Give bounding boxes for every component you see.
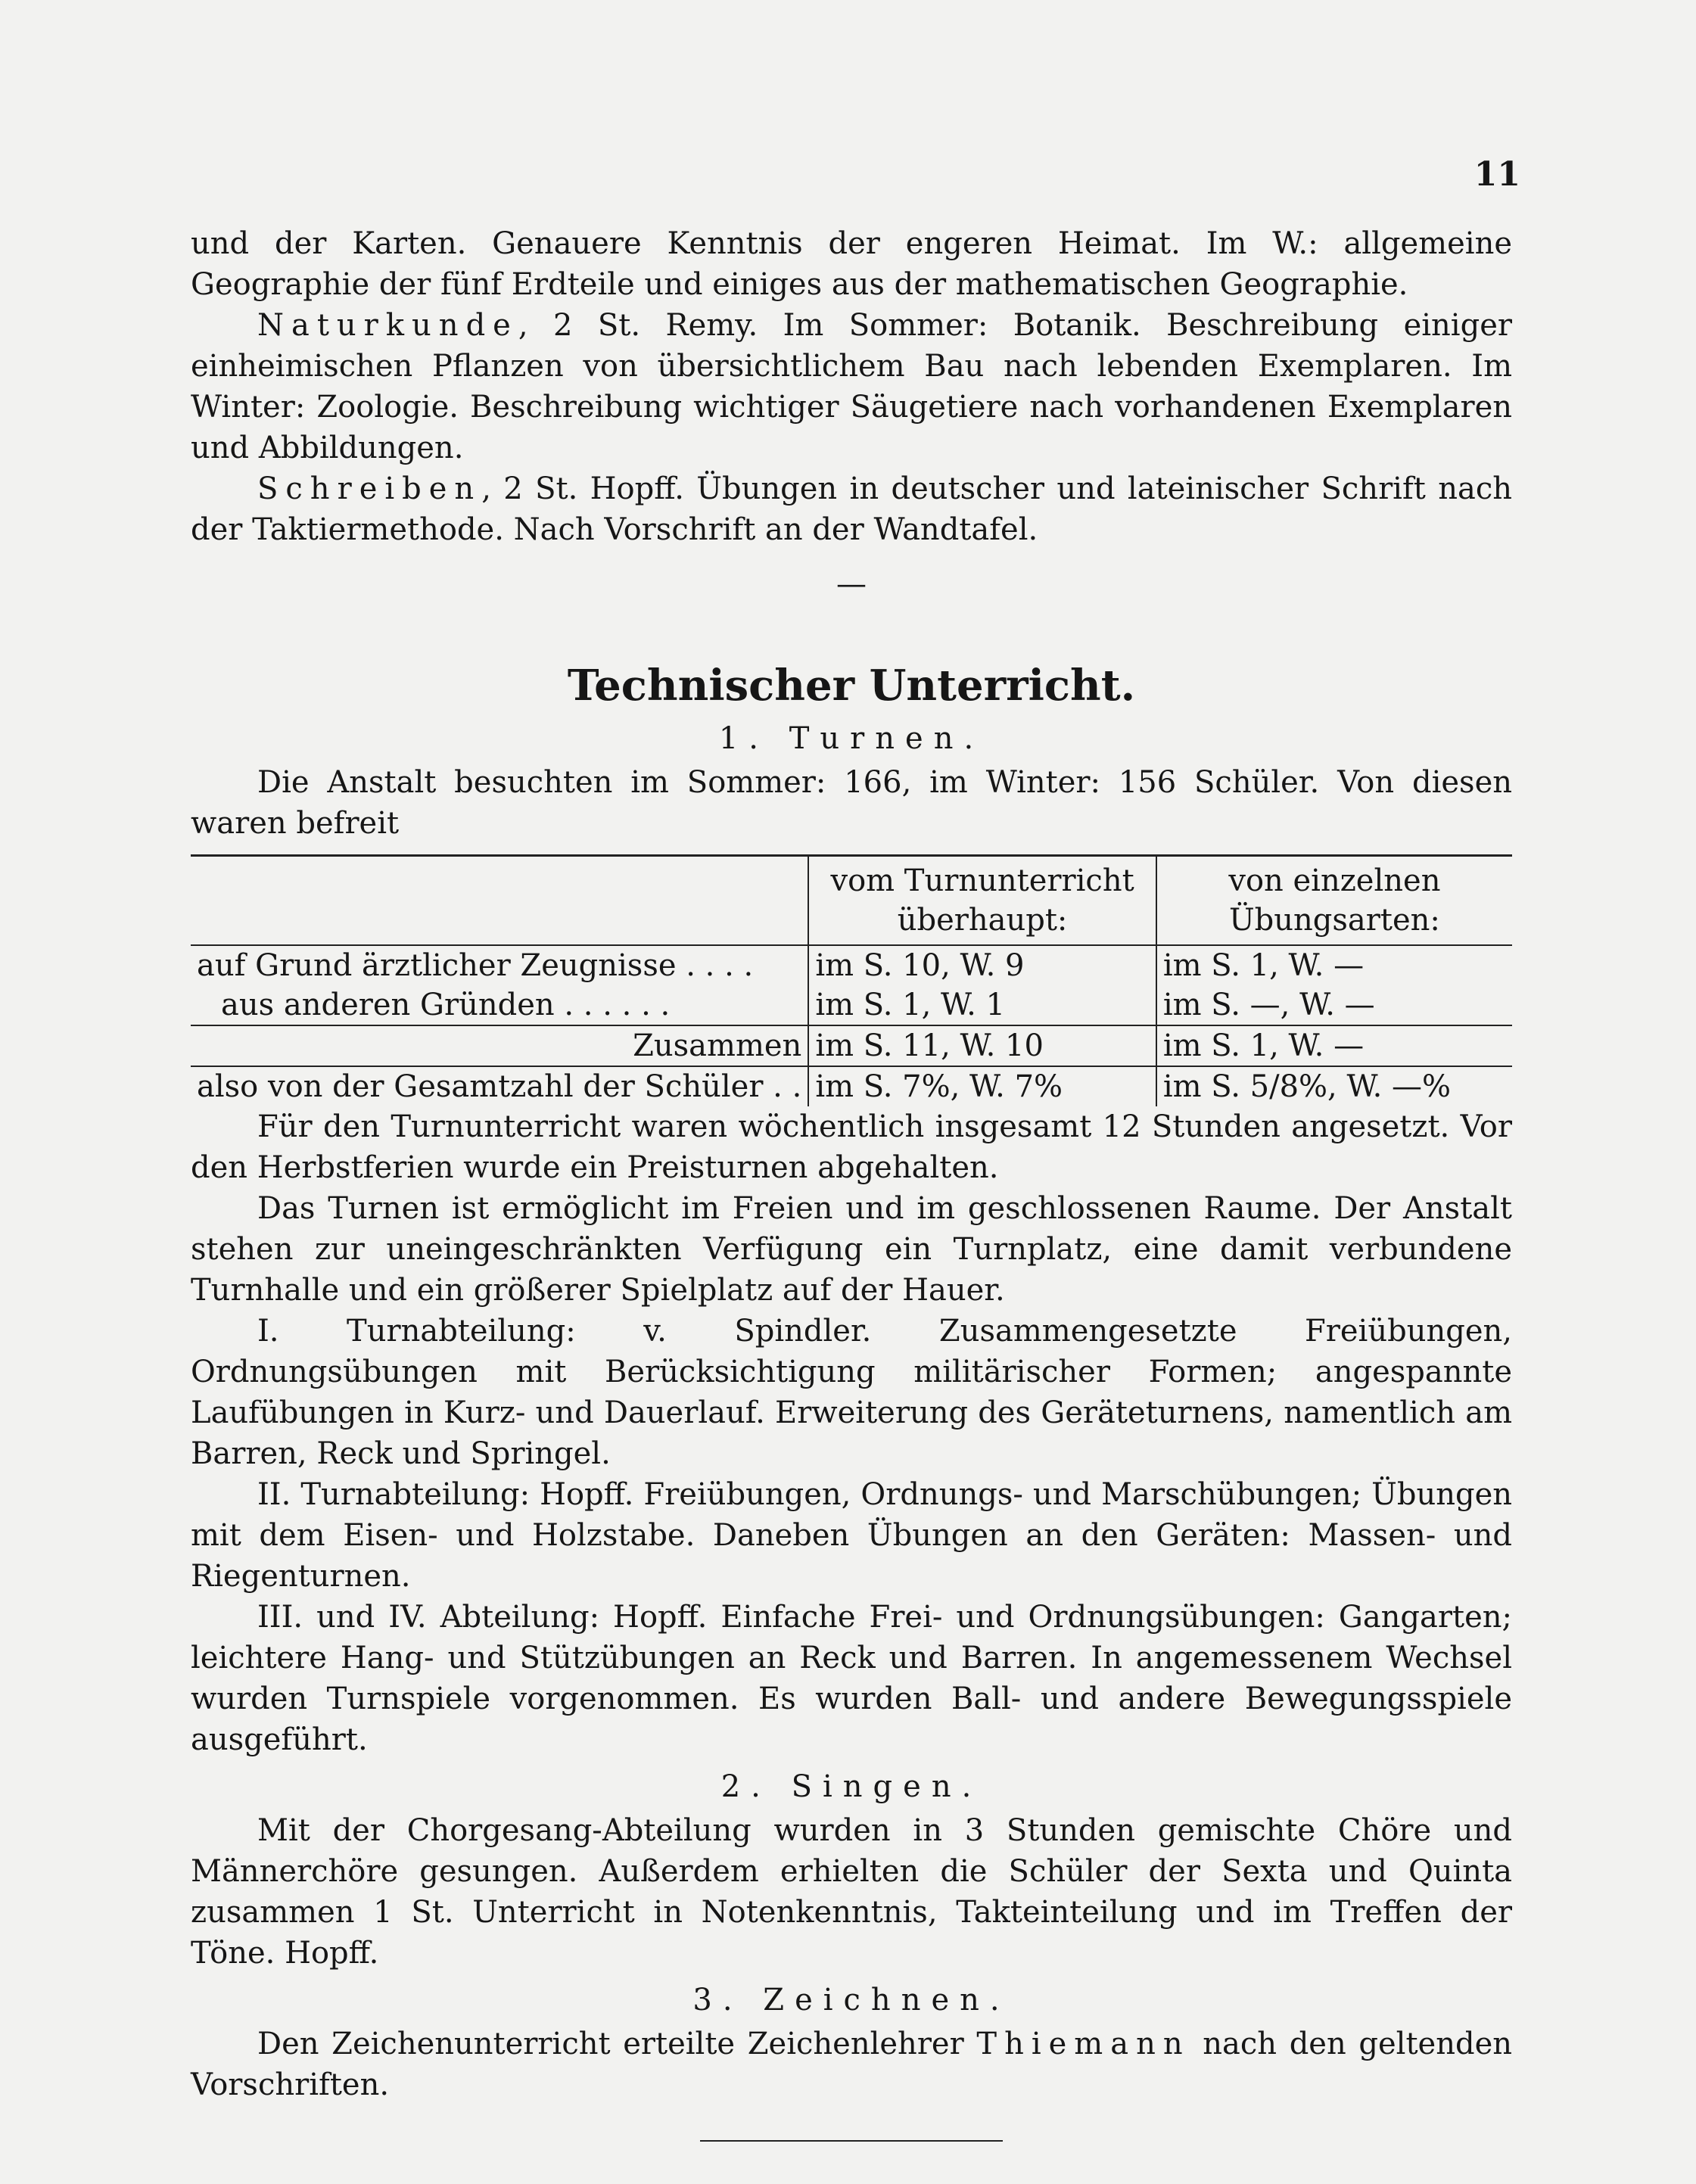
table-header-blank — [191, 856, 808, 946]
row-col2: im S. 1, W. — — [1156, 1025, 1512, 1066]
naturkunde-label: Naturkunde — [257, 308, 518, 343]
zeichnen-text-b: nach den geltenden Vorschriften. — [191, 2027, 1512, 2102]
row-label: also von der Gesamtzahl der Schüler . . — [197, 1069, 802, 1104]
table-row — [191, 985, 1512, 1025]
singen-heading: 2. Singen. — [720, 1769, 982, 1804]
row-col1: im S. 11, W. 10 — [808, 1025, 1156, 1066]
naturkunde-text: , 2 St. Remy. Im Sommer: Botanik. Beschreibung einiger einheimischen Pflanzen von übersichtlichem Bau nach lebenden Exemplaren. Im Winter: Zoologie. Beschreibung wichtiger Säugetiere nach vorhandenen Exemplaren und Abbildungen. — [191, 308, 1512, 465]
schreiben-paragraph — [191, 468, 1512, 550]
row-col1: im S. 7%, W. 7% — [808, 1066, 1156, 1106]
row-col2: im S. —, W. — — [1156, 985, 1512, 1025]
teacher-name: Thiemann — [976, 2027, 1190, 2061]
naturkunde-paragraph — [191, 305, 1512, 468]
table-header-col2: von einzelnen Übungsarten: — [1156, 856, 1512, 946]
row-label: auf Grund ärztlicher Zeugnisse . . . . — [197, 948, 754, 983]
turnen-paragraph: II. Turnabteilung: Hopff. Freiübungen, Ordnungs- und Marschübungen; Übungen mit dem Eisen- und Holzstabe. Daneben Übungen an den Geräten: Massen- und Riegenturnen. — [191, 1477, 1512, 1594]
turnen-heading: 1. Turnen. — [718, 721, 985, 756]
row-label: Zusammen — [191, 1025, 808, 1066]
row-col1: im S. 1, W. 1 — [808, 985, 1156, 1025]
table-header-row — [191, 856, 1512, 946]
turnen-paragraph: III. und IV. Abteilung: Hopff. Einfache Frei- und Ordnungsübungen: Gangarten; leichtere Hang- und Stützübungen an Reck und Barren. In angemessenem Wechsel wurden Turnspiele vorgenommen. Es wurden Ball- und andere Bewegungsspiele ausgeführt. — [191, 1600, 1512, 1757]
row-col1: im S. 10, W. 9 — [808, 945, 1156, 985]
zeichnen-heading: 3. Zeichnen. — [692, 1983, 1010, 2018]
singen-paragraph: Mit der Chorgesang-Abteilung wurden in 3 Stunden gemischte Chöre und Männerchöre gesungen. Außerdem erhielten die Schüler der Sexta und Quinta zusammen 1 St. Unterricht in Notenkenntnis, Takteinteilung und im Treffen der Töne. Hopff. — [191, 1813, 1512, 1971]
schreiben-label: Schreiben — [257, 471, 482, 506]
zeichnen-text-a: Den Zeichenunterricht erteilte Zeichenlehrer — [257, 2027, 977, 2061]
turnen-paragraph: I. Turnabteilung: v. Spindler. Zusammengesetzte Freiübungen, Ordnungsübungen mit Berücksichtigung militärischer Formen; angespannte Laufübungen in Kurz- und Dauerlauf. Erweiterung des Geräteturnens, namentlich am Barren, Reck und Springel. — [191, 1314, 1512, 1471]
intro-paragraph: und der Karten. Genauere Kenntnis der engeren Heimat. Im W.: allgemeine Geographie der fünf Erdteile und einiges aus der mathematischen Geographie. — [191, 226, 1512, 302]
end-rule — [700, 2140, 1003, 2142]
turnen-intro: Die Anstalt besuchten im Sommer: 166, im Winter: 156 Schüler. Von diesen waren befreit — [191, 765, 1512, 841]
zeichnen-paragraph — [191, 2024, 1512, 2105]
schreiben-text: , 2 St. Hopff. Übungen in deutscher und lateinischer Schrift nach der Taktiermethode. Nach Vorschrift an der Wandtafel. — [191, 471, 1512, 547]
turnen-paragraph: Für den Turnunterricht waren wöchentlich insgesamt 12 Stunden angesetzt. Vor den Herbstferien wurde ein Preisturnen abgehalten. — [191, 1109, 1512, 1185]
page-number: 11 — [1473, 155, 1520, 194]
row-col2: im S. 5/8%, W. —% — [1156, 1066, 1512, 1106]
table-row — [191, 945, 1512, 985]
separator-dash: — — [836, 567, 867, 602]
table-header-col1: vom Turnunterricht überhaupt: — [808, 856, 1156, 946]
row-col2: im S. 1, W. — — [1156, 945, 1512, 985]
exemption-table — [191, 854, 1512, 1106]
page-body — [191, 223, 1512, 2142]
table-row-percent — [191, 1066, 1512, 1106]
turnen-paragraph: Das Turnen ist ermöglicht im Freien und im geschlossenen Raume. Der Anstalt stehen zur uneingeschränkten Verfügung ein Turnplatz, eine damit verbundene Turnhalle und ein größerer Spielplatz auf der Hauer. — [191, 1191, 1512, 1308]
section-title: Technischer Unterricht. — [567, 661, 1136, 711]
row-label: aus anderen Gründen . . . . . . — [191, 985, 808, 1025]
table-row-total — [191, 1025, 1512, 1066]
